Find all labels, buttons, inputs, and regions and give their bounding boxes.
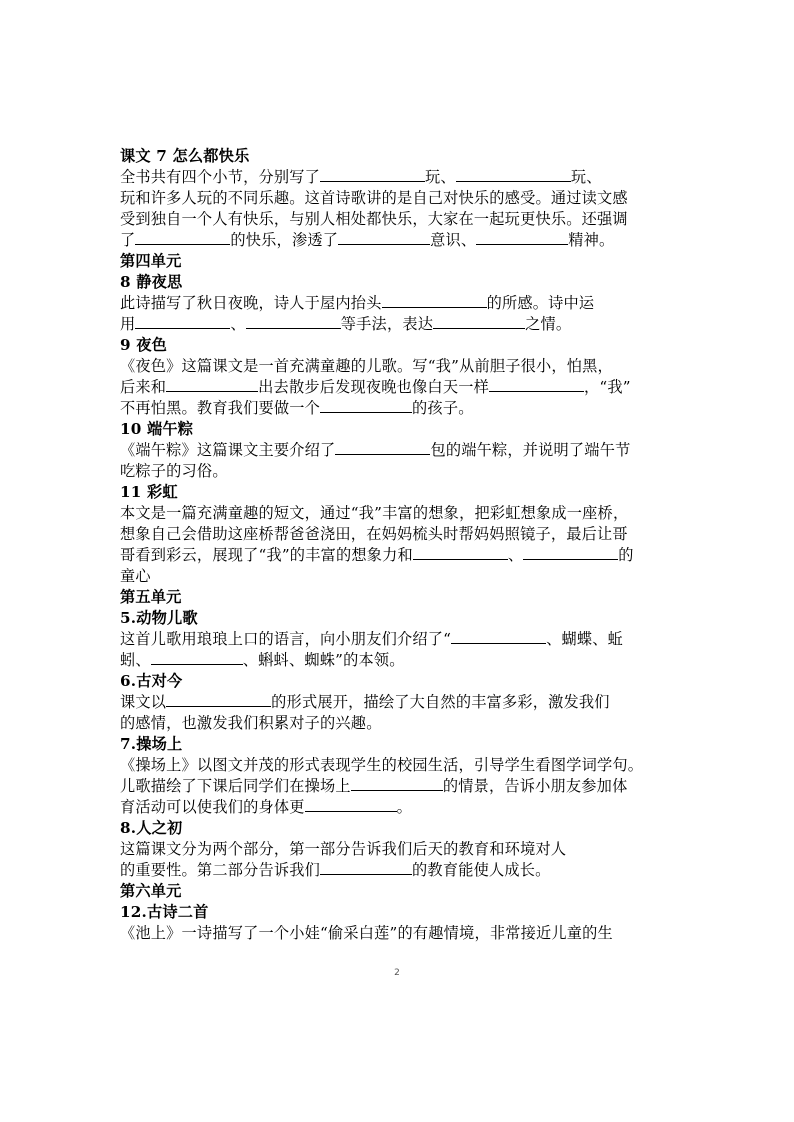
fill-in-blank[interactable]: [320, 167, 425, 182]
text-segment: 童心: [120, 567, 151, 585]
text-segment: 此诗描写了秋日夜晚，诗人于屋内抬头: [120, 294, 382, 312]
section-heading: [120, 881, 676, 902]
fill-in-blank[interactable]: [456, 167, 571, 182]
text-line: [120, 293, 676, 314]
text-segment: 意识、: [430, 231, 477, 249]
fill-in-blank[interactable]: [305, 797, 397, 812]
text-segment: 10 端午粽: [120, 420, 194, 438]
text-segment: 哥看到彩云，展现了“我”的丰富的想象力和: [120, 546, 413, 564]
text-segment: 的所感。诗中运: [486, 294, 595, 312]
text-segment: 玩、: [425, 168, 456, 186]
text-segment: 《操场上》以图文并茂的形式表现学生的校园生活，引导学生看图学词学句。: [120, 756, 644, 774]
text-line: [120, 545, 676, 566]
text-segment: 8.人之初: [120, 819, 183, 837]
text-segment: 《池上》一诗描写了一个小娃“偷采白莲”的有趣情境，非常接近儿童的生: [120, 924, 613, 942]
text-segment: 课文 7 怎么都快乐: [120, 147, 250, 165]
text-line: [120, 188, 676, 209]
fill-in-blank[interactable]: [413, 545, 508, 560]
fill-in-blank[interactable]: [489, 377, 584, 392]
fill-in-blank[interactable]: [523, 545, 618, 560]
text-segment: 后来和: [120, 378, 167, 396]
text-segment: 。: [396, 798, 413, 816]
section-heading: [120, 587, 676, 608]
fill-in-blank[interactable]: [382, 293, 487, 308]
section-heading: [120, 419, 676, 440]
fill-in-blank[interactable]: [351, 776, 443, 791]
text-segment: 出去散步后发现夜晚也像白天一样: [258, 378, 489, 396]
section-heading: [120, 272, 676, 293]
text-segment: 的情景，告诉小朋友参加体: [442, 777, 628, 795]
fill-in-blank[interactable]: [338, 230, 430, 245]
text-line: [120, 209, 676, 230]
text-line: [120, 776, 676, 797]
text-segment: 的快乐，渗透了: [230, 231, 339, 249]
text-segment: 的孩子。: [412, 399, 474, 417]
text-line: [120, 692, 676, 713]
text-segment: 《端午粽》这篇课文主要介绍了: [120, 441, 336, 459]
fill-in-blank[interactable]: [151, 650, 243, 665]
text-line: [120, 356, 676, 377]
text-line: [120, 461, 676, 482]
fill-in-blank[interactable]: [335, 440, 430, 455]
text-segment: 等手法，表达: [340, 315, 434, 333]
fill-in-blank[interactable]: [135, 230, 230, 245]
text-line: [120, 314, 676, 335]
text-segment: 想象自己会借助这座桥帮爸爸浇田，在妈妈梳头时帮妈妈照镜子，最后让哥: [120, 525, 628, 543]
text-segment: 吃粽子的习俗。: [120, 462, 228, 480]
text-line: [120, 755, 676, 776]
text-segment: 精神。: [568, 231, 615, 249]
text-line: [120, 377, 676, 398]
text-segment: 蚓、: [120, 651, 151, 669]
page-number: 2: [394, 968, 400, 978]
section-heading: [120, 146, 676, 167]
fill-in-blank[interactable]: [451, 629, 546, 644]
text-segment: 玩和许多人玩的不同乐趣。这首诗歌讲的是自己对快乐的感受。通过读文感: [120, 189, 628, 207]
text-segment: 6.古对今: [120, 672, 183, 690]
section-heading: [120, 818, 676, 839]
text-segment: 儿歌描绘了下课后同学们在操场上: [120, 777, 351, 795]
section-heading: [120, 734, 676, 755]
text-segment: 课文以: [120, 693, 167, 711]
fill-in-blank[interactable]: [246, 314, 341, 329]
text-segment: 的教育能使人成长。: [412, 861, 551, 879]
text-segment: 这首儿歌用琅琅上口的语言，向小朋友们介绍了“: [120, 630, 452, 648]
text-segment: 、蝴蝶、蚯: [546, 630, 624, 648]
fill-in-blank[interactable]: [320, 398, 412, 413]
text-segment: 不再怕黑。教育我们要做一个: [120, 399, 321, 417]
text-line: [120, 860, 676, 881]
text-line: [120, 503, 676, 524]
text-segment: 本文是一篇充满童趣的短文，通过“我”丰富的想象，把彩虹想象成一座桥，: [120, 504, 629, 522]
section-heading: [120, 902, 676, 923]
text-segment: 11 彩虹: [120, 483, 178, 501]
text-segment: 包的端午粽，并说明了端午节: [430, 441, 631, 459]
text-segment: 的形式展开，描绘了大自然的丰富多彩，激发我们: [271, 693, 610, 711]
text-segment: 受到独自一个人有快乐，与别人相处都快乐，大家在一起玩更快乐。还强调: [120, 210, 628, 228]
text-segment: ，“我”: [583, 378, 631, 396]
section-heading: [120, 482, 676, 503]
text-line: [120, 629, 676, 650]
text-segment: 了: [120, 231, 136, 249]
text-line: [120, 440, 676, 461]
text-segment: 第六单元: [120, 882, 182, 900]
text-segment: 的感情，也激发我们积累对子的兴趣。: [120, 714, 382, 732]
text-segment: 全书共有四个小节，分别写了: [120, 168, 321, 186]
fill-in-blank[interactable]: [433, 314, 525, 329]
text-segment: 7.操场上: [120, 735, 183, 753]
fill-in-blank[interactable]: [166, 377, 258, 392]
section-heading: [120, 608, 676, 629]
fill-in-blank[interactable]: [320, 860, 412, 875]
fill-in-blank[interactable]: [476, 230, 568, 245]
text-segment: 之情。: [525, 315, 572, 333]
text-segment: 的重要性。第二部分告诉我们: [120, 861, 321, 879]
text-segment: 5.动物儿歌: [120, 609, 198, 627]
text-line: [120, 230, 676, 251]
text-segment: 9 夜色: [120, 336, 168, 354]
text-segment: 、蝌蚪、蜘蛛”的本领。: [242, 651, 405, 669]
text-line: [120, 524, 676, 545]
text-line: [120, 398, 676, 419]
fill-in-blank[interactable]: [135, 314, 230, 329]
text-line: [120, 797, 676, 818]
text-segment: 、: [230, 315, 246, 333]
text-segment: 第四单元: [120, 252, 182, 270]
text-line: [120, 167, 676, 188]
text-segment: 8 静夜思: [120, 273, 183, 291]
text-line: [120, 566, 676, 587]
section-heading: [120, 671, 676, 692]
text-segment: 《夜色》这篇课文是一首充满童趣的儿歌。写“我”从前胆子很小，怕黑，: [120, 357, 613, 375]
text-segment: 用: [120, 315, 136, 333]
text-line: [120, 923, 676, 944]
section-heading: [120, 335, 676, 356]
text-segment: 的: [618, 546, 634, 564]
text-line: [120, 713, 676, 734]
section-heading: [120, 251, 676, 272]
text-line: [120, 839, 676, 860]
fill-in-blank[interactable]: [166, 692, 271, 707]
text-segment: 12.古诗二首: [120, 903, 209, 921]
text-segment: 育活动可以使我们的身体更: [120, 798, 305, 816]
worksheet-body: [120, 146, 676, 944]
text-segment: 玩、: [570, 168, 602, 186]
text-segment: 第五单元: [120, 588, 182, 606]
text-segment: 这篇课文分为两个部分，第一部分告诉我们后天的教育和环境对人: [120, 840, 567, 858]
text-segment: 、: [507, 546, 524, 564]
text-line: [120, 650, 676, 671]
